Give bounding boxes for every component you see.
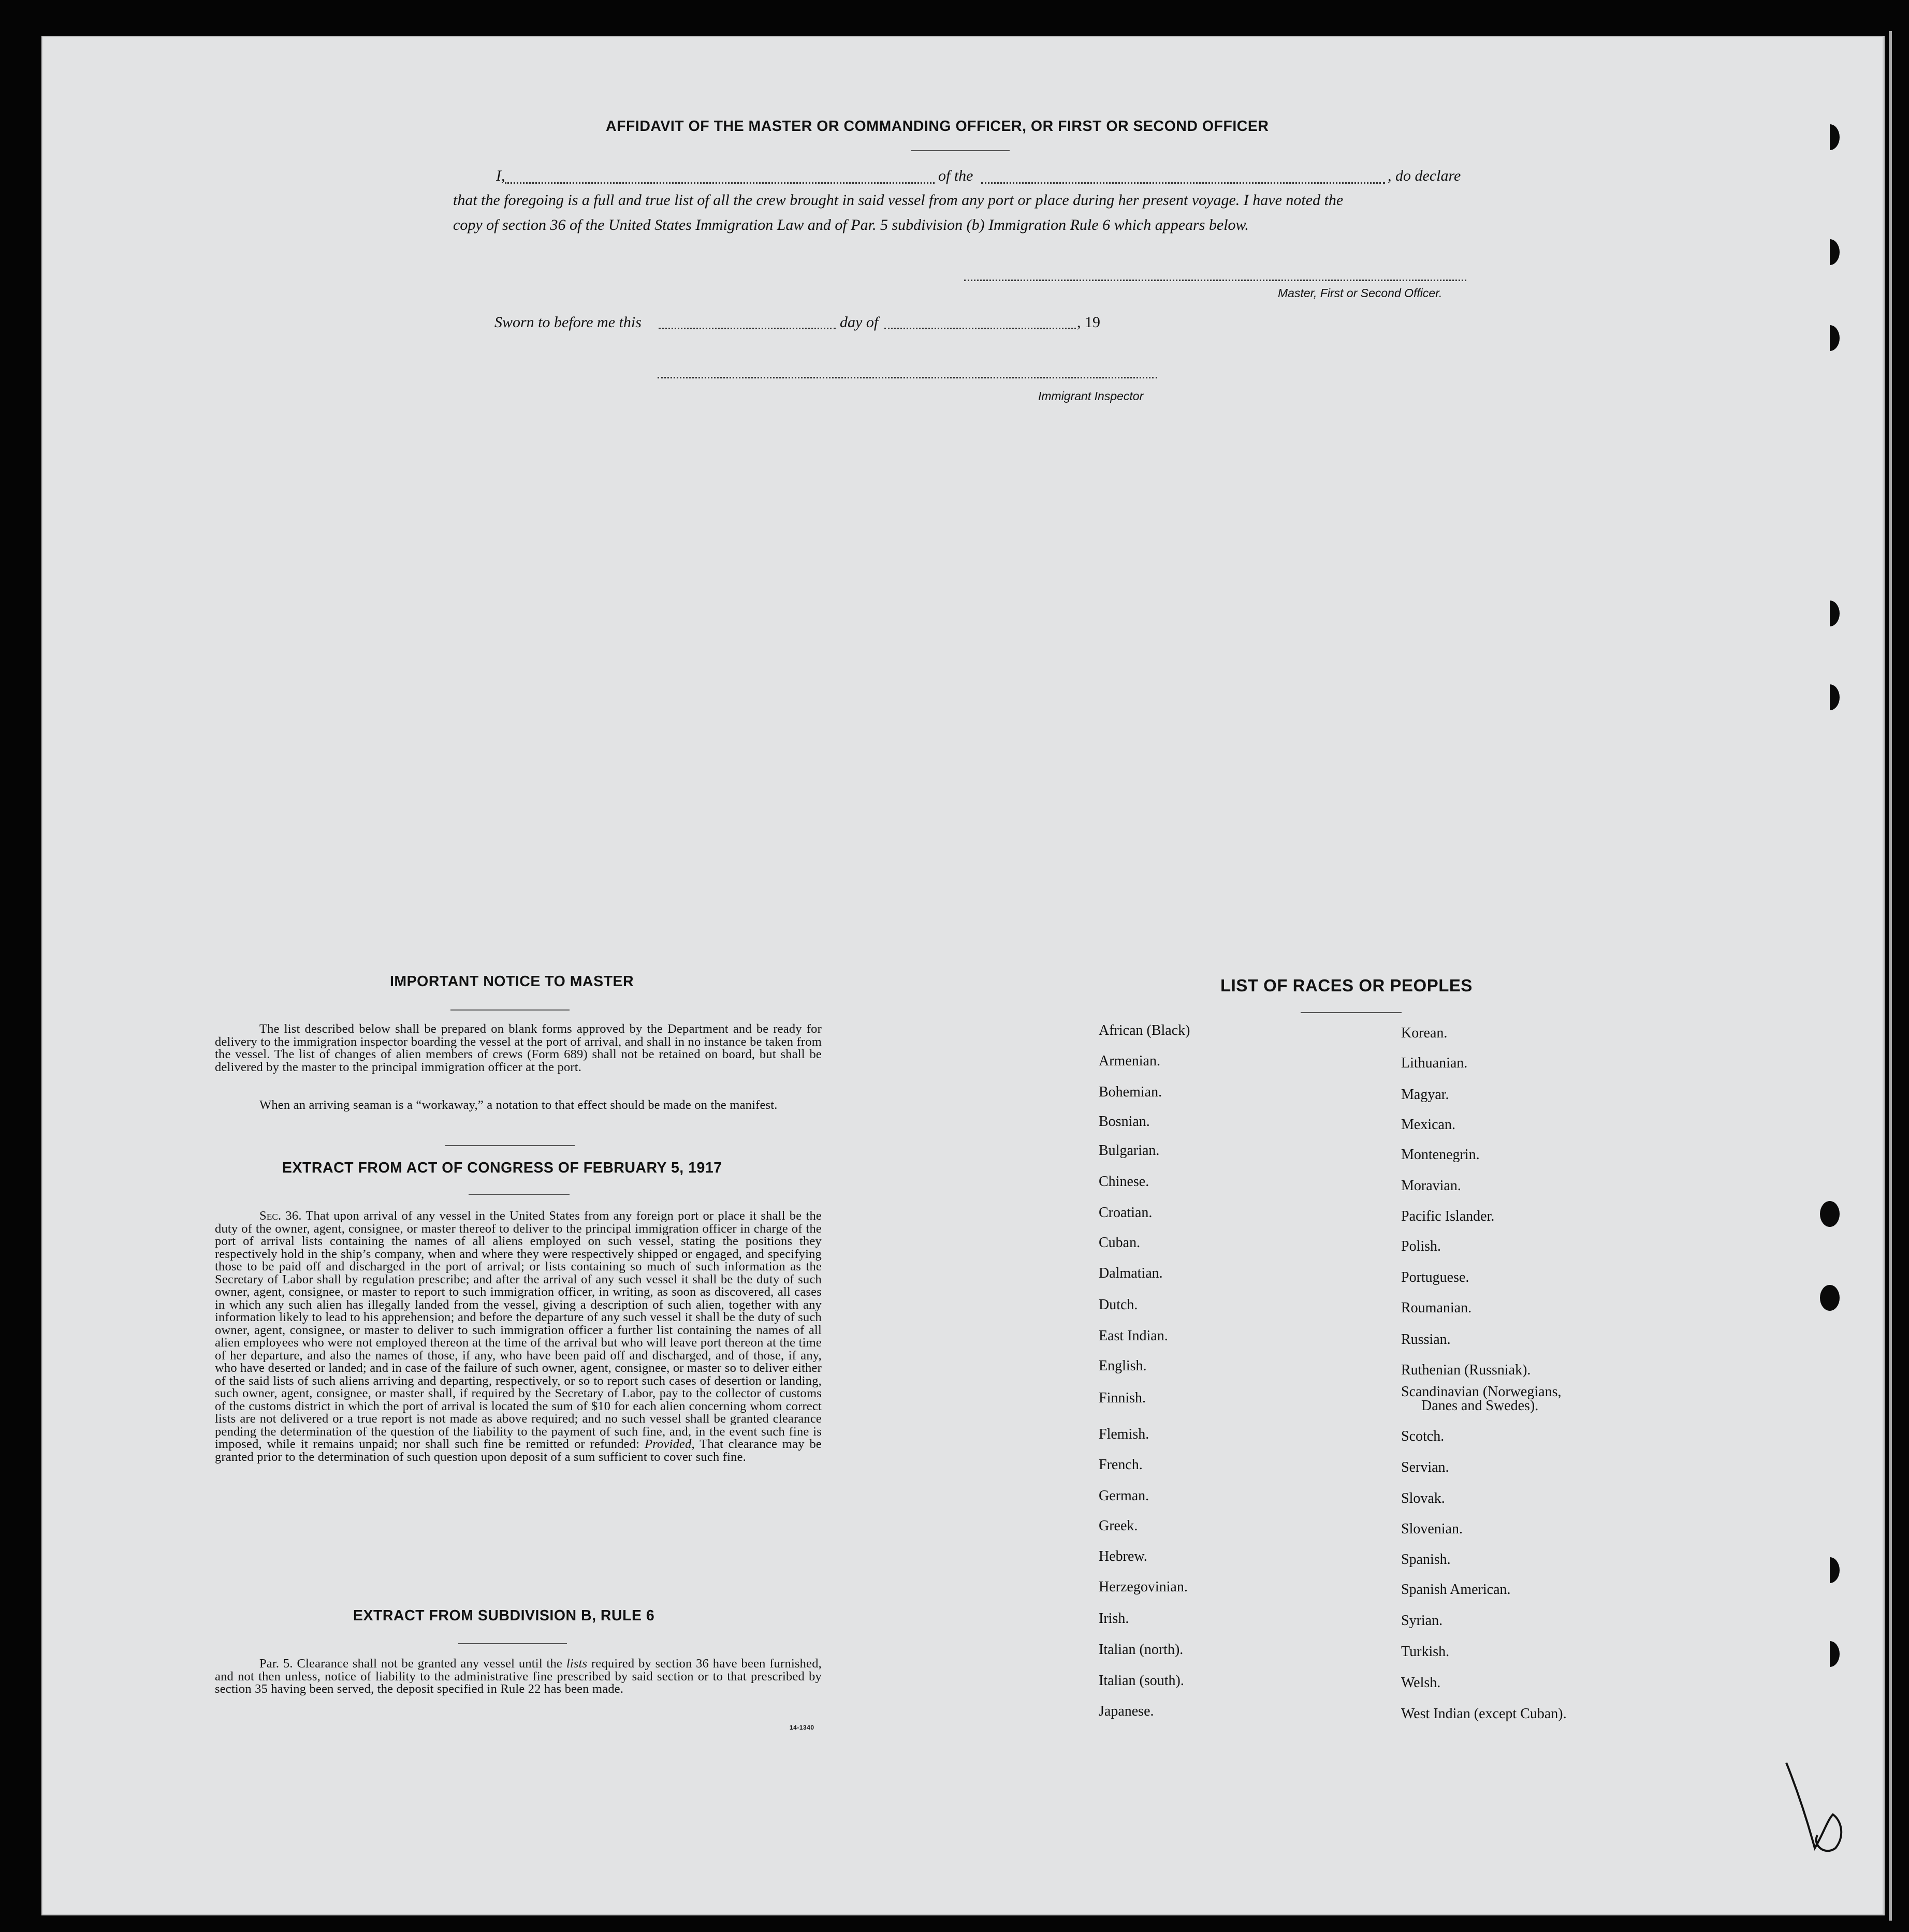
- notice-paragraph-1: The list described below shall be prepared on blank forms approved by the Department and be ready for delivery to the immigration inspector boarding the vessel at the port of arrival, and shall in no instance be taken from the vessel. The list of changes of alien members of crews (Form 689) shall not be retained on board, but shall be delivered by the master to the principal immigration officer at the port.: [215, 1022, 822, 1074]
- race-entry: Spanish American.: [1401, 1582, 1511, 1598]
- handwritten-mark: [1776, 1758, 1854, 1861]
- race-entry: Russian.: [1401, 1331, 1451, 1348]
- name-blank: [505, 182, 935, 184]
- race-entry: African (Black): [1099, 1022, 1190, 1038]
- race-entry: Bulgarian.: [1099, 1143, 1160, 1159]
- race-entry: Servian.: [1401, 1459, 1449, 1475]
- race-entry: Dalmatian.: [1099, 1265, 1163, 1281]
- race-entry: Italian (south).: [1099, 1673, 1184, 1689]
- race-entry: Scandinavian (Norwegians,: [1401, 1384, 1562, 1400]
- act-extract-title: EXTRACT FROM ACT OF CONGRESS OF FEBRUARY 5, 1917: [282, 1160, 722, 1176]
- race-entry: Turkish.: [1401, 1644, 1450, 1660]
- binder-hole: [1820, 601, 1840, 626]
- act-text-a: That upon arrival of any vessel in the United States from any foreign port or place it shall be the duty of the owner, agent, consignee, or master thereof to deliver to the principal immigration officer in charge of the port of arrival lists containing the names of all aliens employed on such vessel, stating the positions they respectively hold in the ship’s company, when and where they were respectively shipped or engaged, and specifying those to be paid off and discharged in the port of arrival; or lists containing so much of such information as the Secretary of Labor shall by regulation prescribe; and after the arrival of any such vessel it shall be the duty of such owner, agent, consignee, or master to report to such immigration officer, in writing, as soon as discovered, all cases in which any such alien has illegally landed from the vessel, giving a description of such alien, together with any information likely to lead to his apprehension; and before the departure of any such vessel it shall be the duty of such owner, agent, consignee, or master to deliver to such immigration officer a further list containing the names of all alien employees who were not employed thereon at the time of the arrival but who will leave port thereon at the time of her departure, and also the names of those, if any, who have been paid off and discharged, and of those, if any, who have deserted or landed; and in case of the failure of such owner, agent, consignee, or master so to deliver either of the said lists of such aliens arriving and departing, respectively, or so to report such cases of desertion or landing, such owner, agent, consignee, or master shall, if required by the Secretary of Labor, pay to the collector of customs of the customs district in which the port of arrival is located the sum of $10 for each alien concerning whom correct lists are not delivered or a true report is not made as above required; and no such vessel shall be granted clearance pending the determination of the question of the liability to the payment of such fine, and, in the event such fine is imposed, while it remains unpaid; nor shall such fine be remitted or refunded:: [215, 1209, 822, 1451]
- race-entry: Roumanian.: [1401, 1300, 1472, 1316]
- rule-text-a: Par. 5. Clearance shall not be granted any vessel until the: [259, 1657, 566, 1671]
- race-entry: Ruthenian (Russniak).: [1401, 1362, 1531, 1378]
- race-entry: English.: [1099, 1358, 1147, 1374]
- binder-hole: [1820, 1285, 1840, 1311]
- document-page: [41, 36, 1885, 1915]
- rule-extract-title: EXTRACT FROM SUBDIVISION B, RULE 6: [353, 1607, 655, 1624]
- race-entry: Bohemian.: [1099, 1084, 1162, 1100]
- race-entry: Flemish.: [1099, 1426, 1149, 1442]
- race-entry: West Indian (except Cuban).: [1401, 1706, 1567, 1722]
- race-entry: Scotch.: [1401, 1428, 1445, 1444]
- race-entry: Herzegovinian.: [1099, 1579, 1188, 1595]
- race-entry: Chinese.: [1099, 1174, 1149, 1190]
- race-entry: Armenian.: [1099, 1053, 1160, 1069]
- race-entry: East Indian.: [1099, 1328, 1168, 1344]
- race-entry: Danes and Swedes).: [1421, 1398, 1539, 1414]
- act-text-b: That clearance may be granted prior to the determination of such question upon deposit of a sum sufficient to cover such fine.: [215, 1437, 822, 1464]
- race-entry: German.: [1099, 1488, 1149, 1504]
- affidavit-of-the: of the: [938, 167, 973, 184]
- binder-hole: [1820, 684, 1840, 710]
- race-entry: Slovak.: [1401, 1490, 1445, 1506]
- vessel-blank: [981, 182, 1385, 184]
- affidavit-i: I,: [496, 167, 505, 184]
- divider: [911, 150, 1010, 151]
- race-entry: Bosnian.: [1099, 1114, 1150, 1130]
- inspector-signature-line: [658, 377, 1157, 378]
- race-entry: Polish.: [1401, 1238, 1441, 1254]
- race-entry: French.: [1099, 1457, 1143, 1473]
- race-entry: Greek.: [1099, 1518, 1138, 1534]
- binder-hole: [1820, 1557, 1840, 1583]
- notice-paragraph-2: When an arriving seaman is a “workaway,” a notation to that effect should be made on the manifest.: [259, 1098, 778, 1112]
- divider: [458, 1643, 567, 1644]
- page-edge-right: [1889, 31, 1892, 1921]
- race-entry: Syrian.: [1401, 1613, 1443, 1629]
- inspector-label: Immigrant Inspector: [1038, 389, 1144, 403]
- binder-hole: [1820, 1201, 1840, 1227]
- affidavit-line3: copy of section 36 of the United States Immigration Law and of Par. 5 subdivision (b) Immigration Rule 6 which appears below.: [453, 216, 1249, 233]
- race-entry: Cuban.: [1099, 1235, 1141, 1251]
- race-entry: Japanese.: [1099, 1703, 1154, 1719]
- race-entry: Korean.: [1401, 1025, 1448, 1041]
- sworn-month-blank: [884, 328, 1076, 329]
- race-entry: Spanish.: [1401, 1552, 1451, 1568]
- affidavit-line2: that the foregoing is a full and true list of all the crew brought in said vessel from any port or place during her present voyage. I have noted the: [453, 192, 1344, 209]
- master-signature-label: Master, First or Second Officer.: [1278, 286, 1442, 300]
- divider: [445, 1145, 575, 1146]
- act-extract-body: [215, 1210, 822, 1463]
- races-title: LIST OF RACES OR PEOPLES: [1220, 976, 1473, 995]
- affidavit-title: AFFIDAVIT OF THE MASTER OR COMMANDING OFFICER, OR FIRST OR SECOND OFFICER: [606, 118, 1269, 135]
- divider: [469, 1194, 570, 1195]
- race-entry: Pacific Islander.: [1401, 1208, 1495, 1224]
- lists-word: lists: [566, 1657, 588, 1671]
- race-entry: Magyar.: [1401, 1087, 1449, 1103]
- sworn-day-of: day of: [840, 314, 879, 331]
- divider: [450, 1009, 570, 1011]
- race-entry: Croatian.: [1099, 1205, 1153, 1221]
- race-entry: Moravian.: [1401, 1178, 1461, 1194]
- divider: [1301, 1012, 1402, 1013]
- race-entry: Finnish.: [1099, 1390, 1146, 1406]
- race-entry: Montenegrin.: [1401, 1147, 1480, 1163]
- race-entry: Dutch.: [1099, 1297, 1138, 1313]
- master-signature-line: [964, 280, 1466, 281]
- race-entry: Portuguese.: [1401, 1269, 1469, 1285]
- race-entry: Italian (north).: [1099, 1642, 1184, 1658]
- page-edge: [1883, 36, 1885, 1915]
- race-entry: Mexican.: [1401, 1117, 1455, 1133]
- rule-extract-body: [215, 1658, 822, 1696]
- race-entry: Slovenian.: [1401, 1521, 1463, 1537]
- binder-hole: [1820, 124, 1840, 150]
- binder-hole: [1820, 325, 1840, 351]
- race-entry: Welsh.: [1401, 1675, 1441, 1691]
- section-label: Sec. 36.: [259, 1209, 302, 1223]
- sworn-year: , 19: [1077, 314, 1100, 331]
- provided-word: Provided,: [645, 1437, 695, 1451]
- affidavit-declare: , do declare: [1388, 167, 1461, 184]
- binder-hole: [1820, 239, 1840, 265]
- rule-text-b: required by section 36 have been furnished, and not then unless, notice of liability to the administrative fine prescribed by said section or to that prescribed by section 35 having been served, the deposit specified in Rule 22 has been made.: [215, 1657, 822, 1696]
- race-entry: Lithuanian.: [1401, 1055, 1468, 1071]
- race-entry: Hebrew.: [1099, 1548, 1147, 1564]
- race-entry: Irish.: [1099, 1611, 1129, 1627]
- sworn-day-blank: [659, 328, 836, 329]
- binder-hole: [1820, 1641, 1840, 1667]
- notice-title: IMPORTANT NOTICE TO MASTER: [390, 973, 634, 990]
- form-number: 14-1340: [790, 1724, 814, 1731]
- sworn-text: Sworn to before me this: [494, 314, 642, 331]
